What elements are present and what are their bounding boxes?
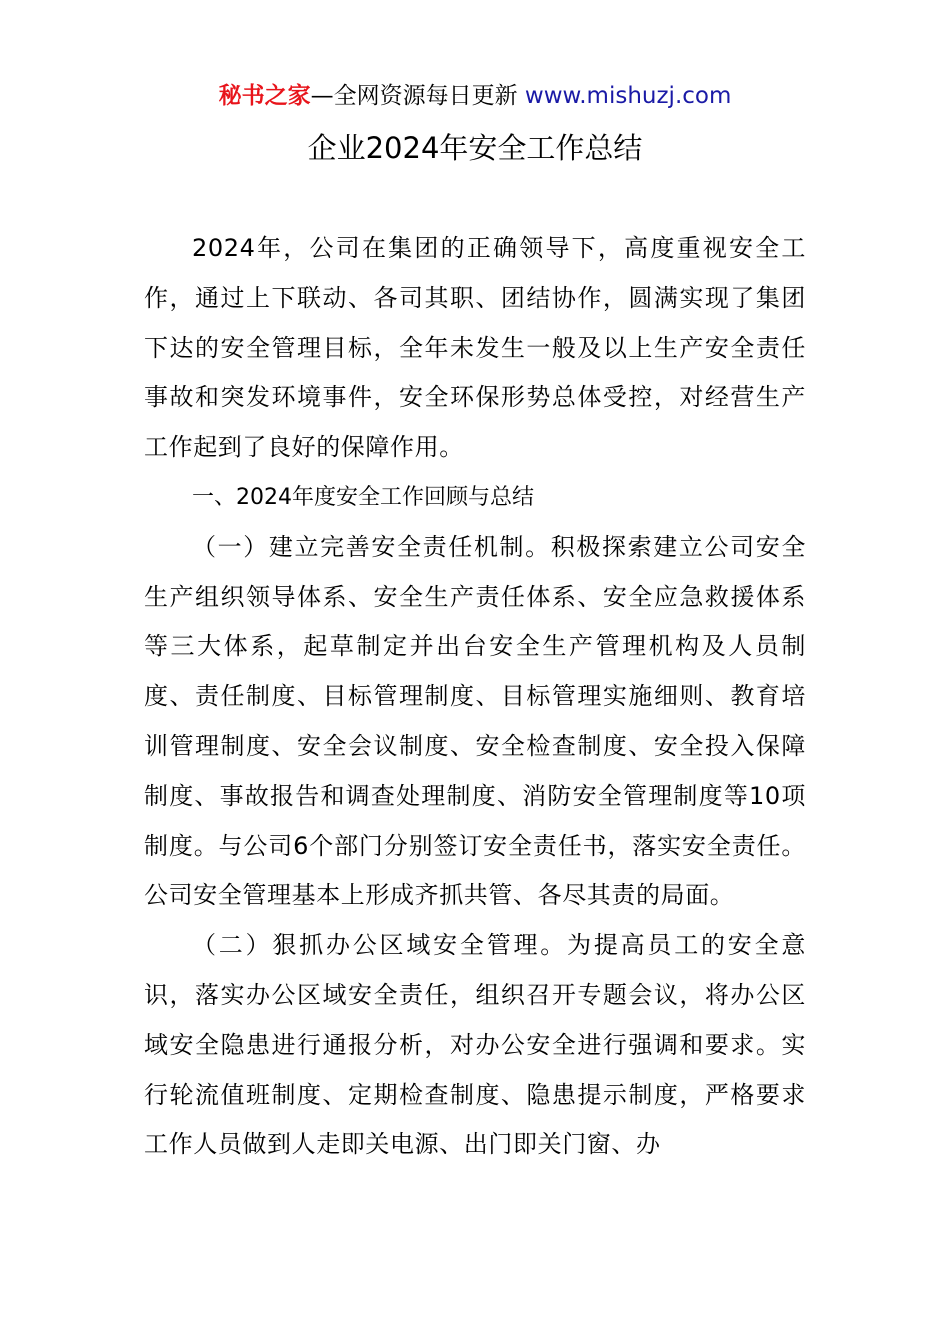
banner-brand: 秘书之家	[218, 83, 311, 109]
banner-url-link[interactable]: www.mishuzj.com	[524, 83, 732, 109]
section-heading: 一、2024年度安全工作回顾与总结	[192, 484, 534, 510]
item-paragraph-2: （二）狠抓办公区域安全管理。为提高员工的安全意识，落实办公区域安全责任，组织召开专题会议，将办公区域安全隐患进行通报分析，对办公安全进行强调和要求。实行轮流值班制度、定期检查制度、隐患提示制度，严格要求工作人员做到人走即关电源、出门即关门窗、办	[144, 931, 806, 1159]
intro-paragraph: 2024年，公司在集团的正确领导下，高度重视安全工作，通过上下联动、各司其职、团结协作，圆满实现了集团下达的安全管理目标，全年未发生一般及以上生产安全责任事故和突发环境事件，安全环保形势总体受控，对经营生产工作起到了良好的保障作用。	[144, 234, 806, 462]
item-paragraph-1: （一）建立完善安全责任机制。积极探索建立公司安全生产组织领导体系、安全生产责任体系、安全应急救援体系等三大体系，起草制定并出台安全生产管理机构及人员制度、责任制度、目标管理制度、目标管理实施细则、教育培训管理制度、安全会议制度、安全检查制度、安全投入保障制度、事故报告和调查处理制度、消防安全管理制度等10项制度。与公司6个部门分别签订安全责任书，落实安全责任。公司安全管理基本上形成齐抓共管、各尽其责的局面。	[144, 532, 806, 910]
banner-tagline: —全网资源每日更新	[310, 83, 525, 109]
document-title: 企业2024年安全工作总结	[307, 131, 643, 165]
document-body	[144, 224, 806, 1170]
site-banner	[0, 80, 950, 112]
